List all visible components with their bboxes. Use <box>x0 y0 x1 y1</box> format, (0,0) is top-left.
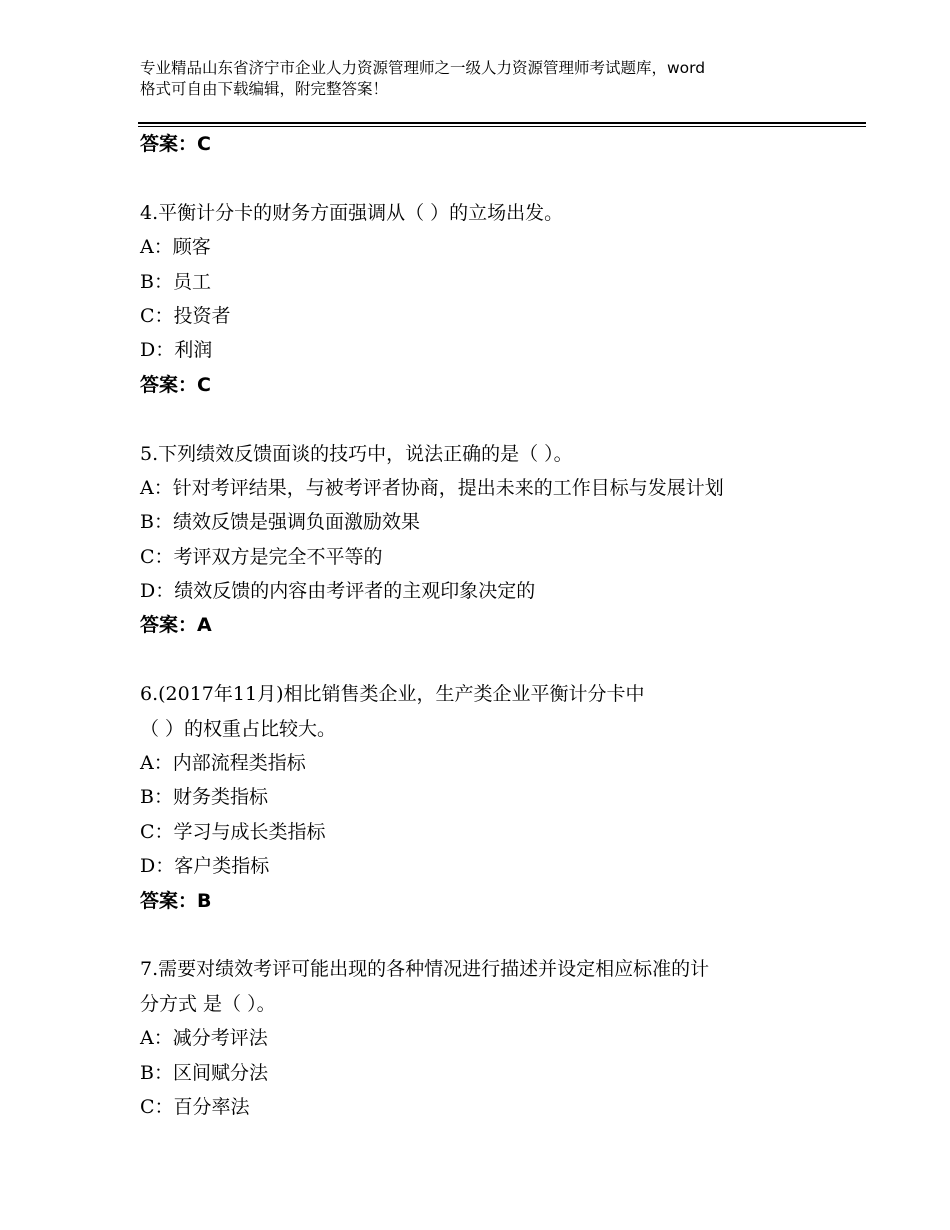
header-rule-thick <box>138 122 866 124</box>
option-b: B：绩效反馈是强调负面激励效果 <box>140 511 420 534</box>
option-c: C：百分率法 <box>140 1095 250 1118</box>
option-b: B：员工 <box>140 270 211 293</box>
header-line-1: 专业精品山东省济宁市企业人力资源管理师之一级人力资源管理师考试题库，word <box>140 59 706 77</box>
document-header <box>140 58 830 100</box>
option-d: D：客户类指标 <box>140 855 270 878</box>
spacer <box>140 643 840 677</box>
question-stem-line-1: 7.需要对绩效考评可能出现的各种情况进行描述并设定相应标准的计 <box>140 958 710 981</box>
option-a: A：减分考评法 <box>140 1027 268 1050</box>
question-stem-line-2: 分方式 是（ ）。 <box>140 992 276 1015</box>
answer: 答案：B <box>140 889 212 912</box>
question-5 <box>140 437 840 643</box>
question-stem-line-1: 6.(2017年11月)相比销售类企业，生产类企业平衡计分卡中 <box>140 683 645 706</box>
option-a: A：针对考评结果，与被考评者协商，提出未来的工作目标与发展计划 <box>140 476 724 499</box>
previous-answer: 答案：C <box>140 133 211 155</box>
answer: 答案：A <box>140 614 212 637</box>
question-4 <box>140 196 840 402</box>
option-a: A：顾客 <box>140 236 211 259</box>
question-list <box>140 127 840 1124</box>
option-d: D：利润 <box>140 339 213 362</box>
option-c: C：学习与成长类指标 <box>140 820 326 843</box>
option-d: D：绩效反馈的内容由考评者的主观印象决定的 <box>140 580 536 603</box>
question-stem-line-2: （ ）的权重占比较大。 <box>140 717 337 740</box>
option-b: B：财务类指标 <box>140 786 268 809</box>
question-6 <box>140 677 840 918</box>
spacer <box>140 402 840 436</box>
option-b: B：区间赋分法 <box>140 1061 268 1084</box>
question-7 <box>140 952 840 1124</box>
question-stem: 4.平衡计分卡的财务方面强调从（ ）的立场出发。 <box>140 201 564 224</box>
spacer <box>140 161 840 195</box>
answer: 答案：C <box>140 373 211 396</box>
spacer <box>140 918 840 952</box>
option-c: C：投资者 <box>140 304 231 327</box>
option-c: C：考评双方是完全不平等的 <box>140 545 383 568</box>
header-line-2: 格式可自由下载编辑，附完整答案！ <box>140 80 389 98</box>
option-a: A：内部流程类指标 <box>140 752 306 775</box>
question-stem: 5.下列绩效反馈面谈的技巧中，说法正确的是（ ）。 <box>140 442 573 465</box>
